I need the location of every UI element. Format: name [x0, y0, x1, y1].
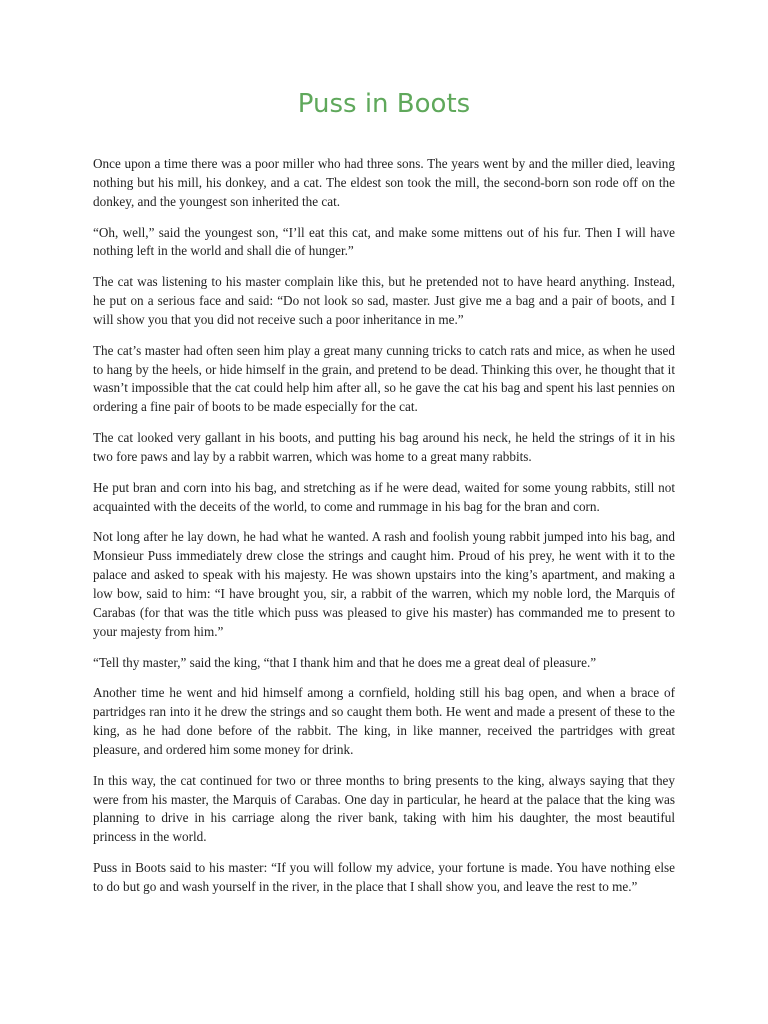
story-body — [93, 155, 675, 909]
paragraph-11: Puss in Boots said to his master: “If you will follow my advice, your fortune is made. You have nothing else to do but go and wash yourself in the river, in the place that I shall show you, and leave the rest to me.” — [93, 860, 675, 894]
paragraph-8: “Tell thy master,” said the king, “that I thank him and that he does me a great deal of pleasure.” — [93, 654, 597, 670]
paragraph-2: “Oh, well,” said the youngest son, “I’ll eat this cat, and make some mittens out of his fur. Then I will have nothing left in the world and shall die of hunger.” — [93, 224, 675, 259]
story-title: Puss in Boots — [297, 89, 471, 119]
paragraph-7: Not long after he lay down, he had what he wanted. A rash and foolish young rabbit jumped into his bag, and Monsieur Puss immediately drew close the strings and caught him. Proud of his prey, he went with it to the palace and asked to speak with his majesty. He was shown upstairs into the king’s apartment, and making a low bow, said to him: “I have brought you, sir, a rabbit of the warren, which my noble lord, the Marquis of Carabas (for that was the title which puss was pleased to give his master) has commanded me to present to your majesty from him.” — [93, 529, 675, 639]
paragraph-10: In this way, the cat continued for two or three months to bring presents to the king, always saying that they were from his master, the Marquis of Carabas. One day in particular, he heard at the palace that the king was planning to drive in his carriage along the river bank, taking with him his daughter, the most beautiful princess in the world. — [93, 772, 675, 845]
paragraph-1: Once upon a time there was a poor miller who had three sons. The years went by and the miller died, leaving nothing but his mill, his donkey, and a cat. The eldest son took the mill, the second-born son rode off on the donkey, and the youngest son inherited the cat. — [93, 156, 675, 209]
paragraph-6: He put bran and corn into his bag, and stretching as if he were dead, waited for some young rabbits, still not acquainted with the deceits of the world, to come and rummage in his bag for the bran and corn. — [93, 479, 675, 514]
paragraph-5: The cat looked very gallant in his boots, and putting his bag around his neck, he held the strings of it in his two fore paws and lay by a rabbit warren, which was home to a great many rabbits. — [93, 430, 675, 464]
paragraph-4: The cat’s master had often seen him play a great many cunning tricks to catch rats and mice, as when he used to hang by the heels, or hide himself in the grain, and pretend to be dead. Thinking this over, he thought that it wasn’t impossible that the cat could help him after all, so he gave the cat his bag and spent his last pennies on ordering a fine pair of boots to be made especially for the cat. — [93, 342, 675, 415]
paragraph-9: Another time he went and hid himself among a cornfield, holding still his bag open, and when a brace of partridges ran into it he drew the strings and so caught them both. He went and made a present of these to the king, as he had done before of the rabbit. The king, in like manner, received the partridges with great pleasure, and ordered him some money for drink. — [93, 685, 675, 757]
paragraph-3: The cat was listening to his master complain like this, but he pretended not to have heard anything. Instead, he put on a serious face and said: “Do not look so sad, master. Just give me a bag and a pair of boots, and I will show you that you did not receive such a poor inheritance in me.” — [93, 274, 675, 327]
